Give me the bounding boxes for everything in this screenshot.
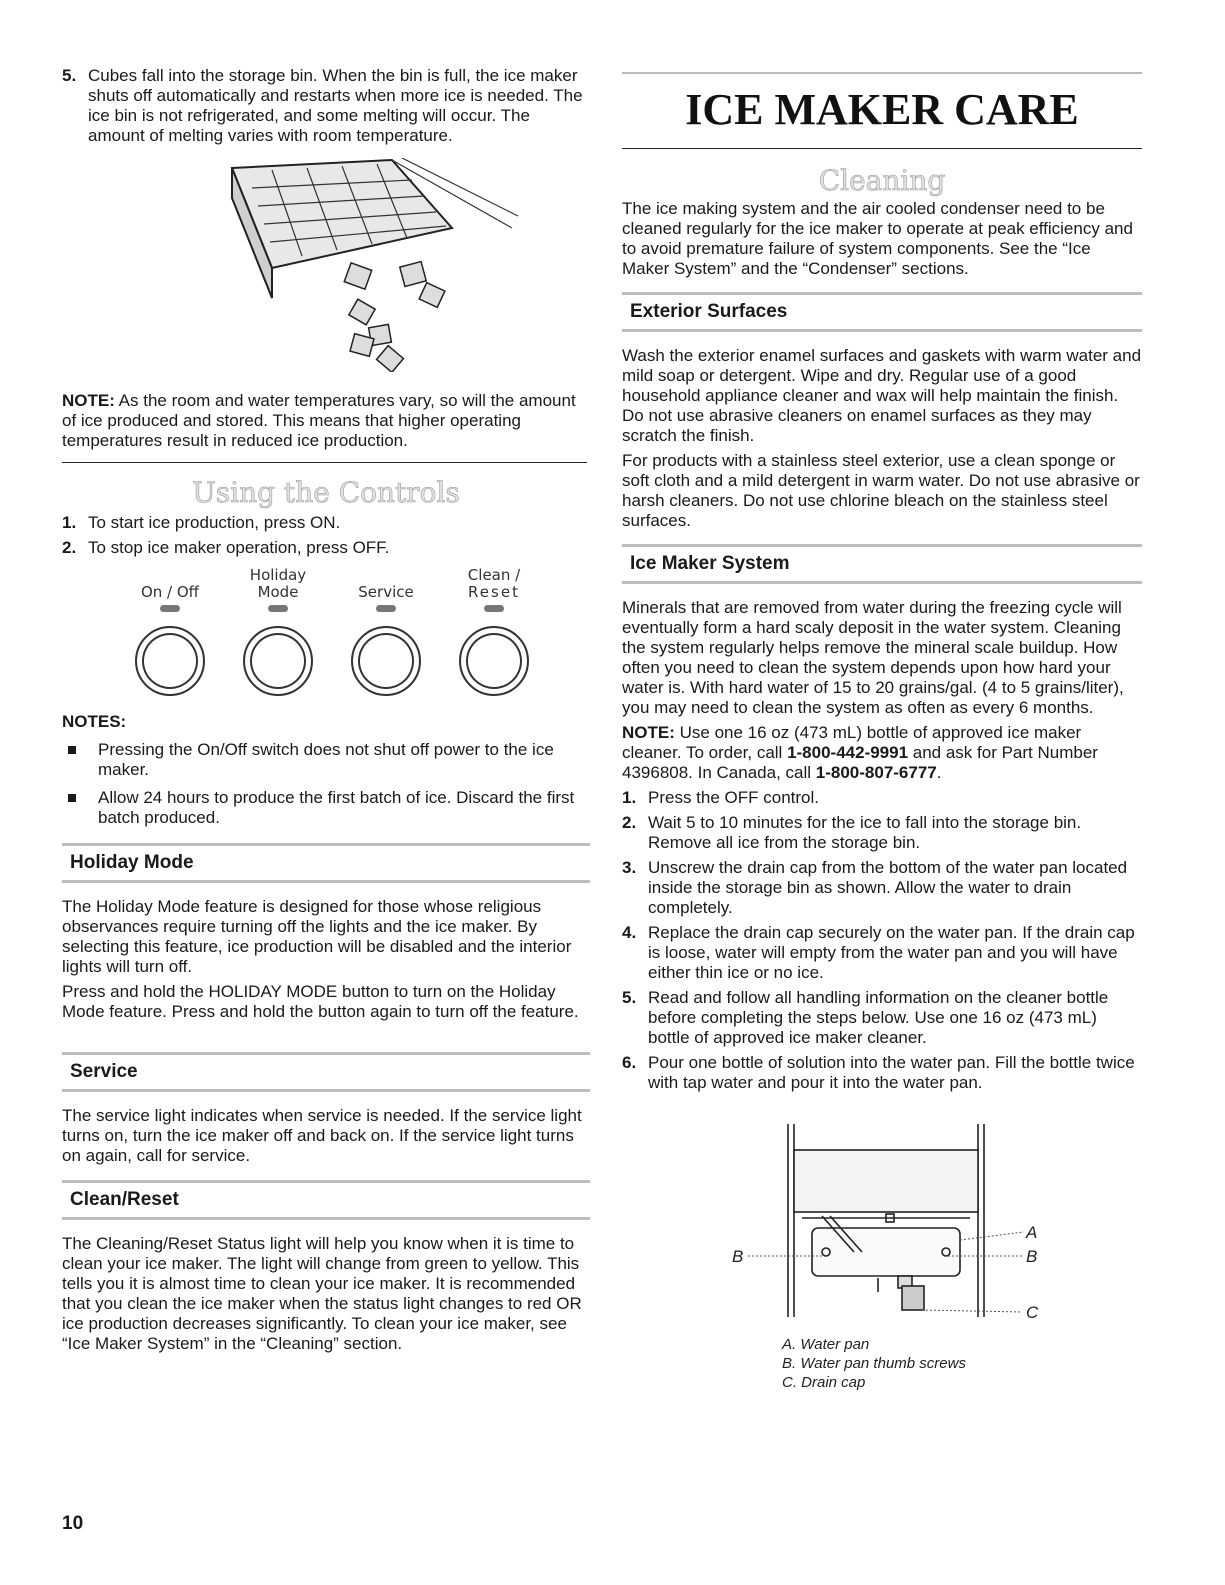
- note-paragraph: NOTE: As the room and water temperatures vary, so will the amount of ice produced and stored. This means that higher operating temperatures result in reduced ice production.: [62, 391, 576, 450]
- diagram-label-a: A: [1026, 1223, 1038, 1242]
- list-item: Allow 24 hours to produce the first batch of ice. Discard the first batch produced.: [62, 788, 590, 828]
- exterior-surfaces-section: Exterior Surfaces Wash the exterior enamel surfaces and gaskets with warm water and mild soap or detergent. Wipe and dry. Regular use of a good household appliance cleaner and wax will help maintain the finish. Do not use abrasive cleaners on enamel surfaces as they may scratch the finish. For products with a stainless steel exterior, use a clean sponge or soft cloth and a mild detergent in warm water. Do not use abrasive or harsh cleaners. Do not use chlorine bleach on the stainless steel surfaces.: [622, 282, 1142, 536]
- service-heading: Service: [62, 1052, 590, 1092]
- water-pan-diagram: [722, 1122, 1042, 1334]
- diagram-label-c: C: [1026, 1303, 1039, 1322]
- phone-number: 1-800-442-9991: [787, 743, 909, 762]
- clean-reset-heading: Clean/Reset: [62, 1180, 590, 1220]
- clean-reset-section: Clean/Reset The Cleaning/Reset Status light will help you know when it is time to clean your ice maker. The light will change from green to yellow. This tells you it is almost time to clean your ice maker. It is recommended that you clean the ice maker when the status light changes to red OR ice production decreases significantly. To clean your ice maker, see “Ice Maker System” in the “Cleaning” section.: [62, 1170, 590, 1359]
- control-on-off: On / Off: [128, 567, 212, 696]
- notes-label: NOTES:: [62, 712, 127, 731]
- control-service: Service: [344, 567, 428, 696]
- status-light: [376, 605, 396, 612]
- control-clean-reset: Clean / Reset: [452, 567, 536, 696]
- status-light: [160, 605, 180, 612]
- exterior-surfaces-heading: Exterior Surfaces: [622, 292, 1142, 332]
- list-item: 6. Pour one bottle of solution into the water pan. Fill the bottle twice with tap water and pour it into the water pan.: [622, 1053, 1135, 1092]
- diagram-captions: A. Water pan B. Water pan thumb screws C. Drain cap: [782, 1336, 966, 1391]
- service-button: [351, 626, 421, 696]
- bullet-icon: [68, 794, 76, 802]
- section-divider: [62, 462, 587, 463]
- control-holiday-mode: Holiday Mode: [236, 567, 320, 696]
- service-section: Service The service light indicates when service is needed. If the service light turns on, turn the ice maker off and back on. If the service light turns on again, call for service.: [62, 1042, 590, 1171]
- diagram-label-b-left: B: [732, 1247, 744, 1266]
- diagram-label-b-right: B: [1026, 1247, 1038, 1266]
- list-item: 5. Read and follow all handling information on the cleaner bottle before completing the steps below. Use one 16 oz (473 mL) bottle of approved ice maker cleaner.: [622, 988, 1109, 1047]
- using-controls-heading: Using the Controls: [192, 476, 460, 509]
- cleaning-steps: [622, 788, 1142, 1093]
- clean-reset-button: [459, 626, 529, 696]
- title-bottom-rule: [622, 148, 1142, 149]
- bullet-icon: [68, 746, 76, 754]
- list-item: 3. Unscrew the drain cap from the bottom of the water pan located inside the storage bin as shown. Allow the water to drain completely.: [622, 858, 1128, 917]
- list-item: 1. To start ice production, press ON.: [62, 513, 341, 532]
- title-top-rule: [622, 72, 1142, 74]
- ice-bin-illustration: [202, 158, 522, 372]
- ice-maker-system-section: Ice Maker System Minerals that are removed from water during the freezing cycle will eventually form a hard scaly deposit in the water system. Cleaning the system regularly helps remove the mineral scale buildup. How often you need to clean the system depends upon how hard your water is. With hard water of 15 to 20 grains/gal. (4 to 5 grains/liter), you may need to clean the system as often as every 6 months. NOTE: Use one 16 oz (473 mL) bottle of approved ice maker cleaner. To order, call 1-800-442-9991 and ask for Part Number 4396808. In Canada, call 1-800-807-6777. 1. Press the OFF control. 2. Wait 5 to 10 minutes for the ice to fall into the storage bin. Remove all ice from the storage bin. 3. Unscrew the drain cap from the bottom of the water pan located inside the storage bin as shown. Allow the water to drain completely. 4. Replace the drain cap securely on the water pan. If the drain cap is loose, water will empty from the water pan and you will have either thin ice or no ice. 5. Read and follow all handling information on the cleaner bottle before completing the steps below. Use one 16 oz (473 mL) bottle of approved ice maker cleaner. 6. Pour one bottle of solution into the water pan. Fill the bottle twice with tap water and pour it into the water pan.: [622, 534, 1142, 1098]
- on-off-button: [135, 626, 205, 696]
- control-panel-illustration: [128, 567, 548, 695]
- page-title: ICE MAKER CARE: [685, 85, 1079, 134]
- page-number: 10: [62, 1513, 84, 1534]
- holiday-mode-button: [243, 626, 313, 696]
- intro-step: [62, 66, 590, 151]
- holiday-mode-heading: Holiday Mode: [62, 843, 590, 883]
- status-light: [484, 605, 504, 612]
- list-item: 4. Replace the drain cap securely on the water pan. If the drain cap is loose, water will empty from the water pan and you will have either thin ice or no ice.: [622, 923, 1135, 982]
- list-item: 2. Wait 5 to 10 minutes for the ice to fall into the storage bin. Remove all ice from the storage bin.: [622, 813, 1082, 852]
- list-item: 2. To stop ice maker operation, press OFF.: [62, 538, 390, 557]
- system-note: NOTE: Use one 16 oz (473 mL) bottle of approved ice maker cleaner. To order, call 1-800-442-9991 and ask for Part Number 4396808. In Canada, call 1-800-807-6777.: [622, 723, 1098, 782]
- ice-maker-system-heading: Ice Maker System: [622, 544, 1142, 584]
- list-item: 1. Press the OFF control.: [622, 788, 819, 807]
- intro-step-text: Cubes fall into the storage bin. When the bin is full, the ice maker shuts off automatically and restarts when more ice is needed. The ice bin is not refrigerated, and some melting will occur. The amount of melting varies with room temperature.: [88, 66, 583, 145]
- holiday-mode-section: Holiday Mode The Holiday Mode feature is designed for those whose religious observances require turning off the lights and the ice maker. By selecting this feature, ice production will be disabled and the interior lights will turn off. Press and hold the HOLIDAY MODE button to turn on the Holiday Mode feature. Press and hold the button again to turn off the feature.: [62, 833, 590, 1027]
- control-steps: [62, 513, 590, 563]
- list-item: Pressing the On/Off switch does not shut off power to the ice maker.: [62, 740, 590, 780]
- phone-number: 1-800-807-6777: [815, 763, 937, 782]
- cleaning-heading: Cleaning: [818, 164, 946, 197]
- status-light: [268, 605, 288, 612]
- list-item: 5. Cubes fall into the storage bin. When the bin is full, the ice maker shuts off automatically and restarts when more ice is needed. The ice bin is not refrigerated, and some melting will occur. The amount of melting varies with room temperature.: [62, 66, 583, 145]
- cleaning-paragraph: The ice making system and the air cooled condenser need to be cleaned regularly for the ice maker to operate at peak efficiency and to avoid premature failure of system components. See the “Ice Maker System” and the “Condenser” sections.: [622, 199, 1133, 278]
- notes-list: [62, 740, 590, 836]
